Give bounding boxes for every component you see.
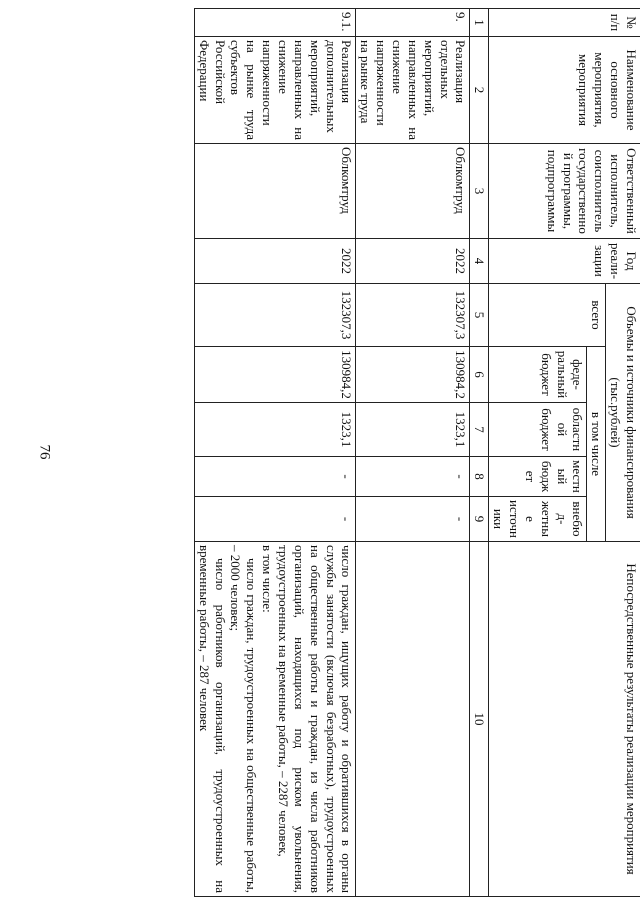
result-public-works: число граждан, трудоустроенных на общественные работы, – 2000 человек; bbox=[228, 545, 260, 894]
header-responsible: Ответственный исполнитель, соисполнитель государственной программы, подпрограммы bbox=[489, 144, 640, 239]
row-responsible: Облкомтруд bbox=[356, 144, 470, 239]
rotated-page-content bbox=[81, 8, 640, 896]
col-number: 4 bbox=[470, 239, 489, 284]
row-total: 132307,3 bbox=[194, 284, 356, 347]
row-result bbox=[194, 542, 356, 897]
col-number: 2 bbox=[470, 37, 489, 144]
row-total: 132307,3 bbox=[356, 284, 470, 347]
header-regional: областной бюджет bbox=[489, 403, 587, 457]
col-number: 8 bbox=[470, 457, 489, 497]
col-number: 3 bbox=[470, 144, 489, 239]
row-regional: 1323,1 bbox=[194, 403, 356, 457]
program-table bbox=[194, 8, 640, 897]
row-num: 9. bbox=[356, 9, 470, 37]
col-number: 7 bbox=[470, 403, 489, 457]
header-local: местный бюджет bbox=[489, 457, 587, 497]
row-name: Реализация отдельных мероприятий, направленных на снижение напряженности на рынке труда bbox=[356, 37, 470, 144]
col-number: 5 bbox=[470, 284, 489, 347]
col-number: 9 bbox=[470, 497, 489, 542]
row-federal: 130984,2 bbox=[194, 347, 356, 403]
row-num: 9.1. bbox=[194, 9, 356, 37]
header-funding: Объемы и источники финансирования (тыс.рублей) bbox=[606, 284, 640, 542]
row-federal: 130984,2 bbox=[356, 347, 470, 403]
row-local: - bbox=[194, 457, 356, 497]
header-federal: феде-ральный бюджет bbox=[489, 347, 587, 403]
row-regional: 1323,1 bbox=[356, 403, 470, 457]
row-year: 2022 bbox=[356, 239, 470, 284]
header-num: № п/п bbox=[489, 9, 640, 37]
header-extra: внебюд-жетные источники bbox=[489, 497, 587, 542]
col-number: 1 bbox=[470, 9, 489, 37]
result-main: число граждан, ищущих работу и обратившихся в органы службы занятости (включая безработных), трудоустроенных на общественные работы и граждан, из числа работников организаций, находящихся под риском увольнения, трудоустроенных на временные работы, – 2287 человек, bbox=[275, 545, 355, 894]
header-total: всего bbox=[489, 284, 606, 347]
column-number-row bbox=[470, 9, 489, 897]
row-local: - bbox=[356, 457, 470, 497]
row-extra: - bbox=[194, 497, 356, 542]
row-responsible: Облкомтруд bbox=[194, 144, 356, 239]
col-number: 10 bbox=[470, 542, 489, 897]
row-result bbox=[356, 542, 470, 897]
page-number: 76 bbox=[36, 444, 53, 460]
result-incl: в том числе: bbox=[260, 545, 276, 613]
row-name: Реализация дополнительных мероприятий, направленных на снижение напряженности на рынке труда субъектов Российской Федерации bbox=[194, 37, 356, 144]
table-row bbox=[356, 9, 470, 897]
row-year: 2022 bbox=[194, 239, 356, 284]
header-year: Год реали-зации bbox=[489, 239, 640, 284]
header-incl: в том числе bbox=[587, 347, 606, 542]
header-results: Непосредственные результаты реализации мероприятия bbox=[489, 542, 640, 897]
result-temporary-works: число работников организаций, трудоустроенных на временные работы, – 287 человек bbox=[196, 545, 228, 894]
table-row bbox=[194, 9, 356, 897]
col-number: 6 bbox=[470, 347, 489, 403]
header-name: Наименование основного мероприятия, мероприятия bbox=[489, 37, 640, 144]
row-extra: - bbox=[356, 497, 470, 542]
